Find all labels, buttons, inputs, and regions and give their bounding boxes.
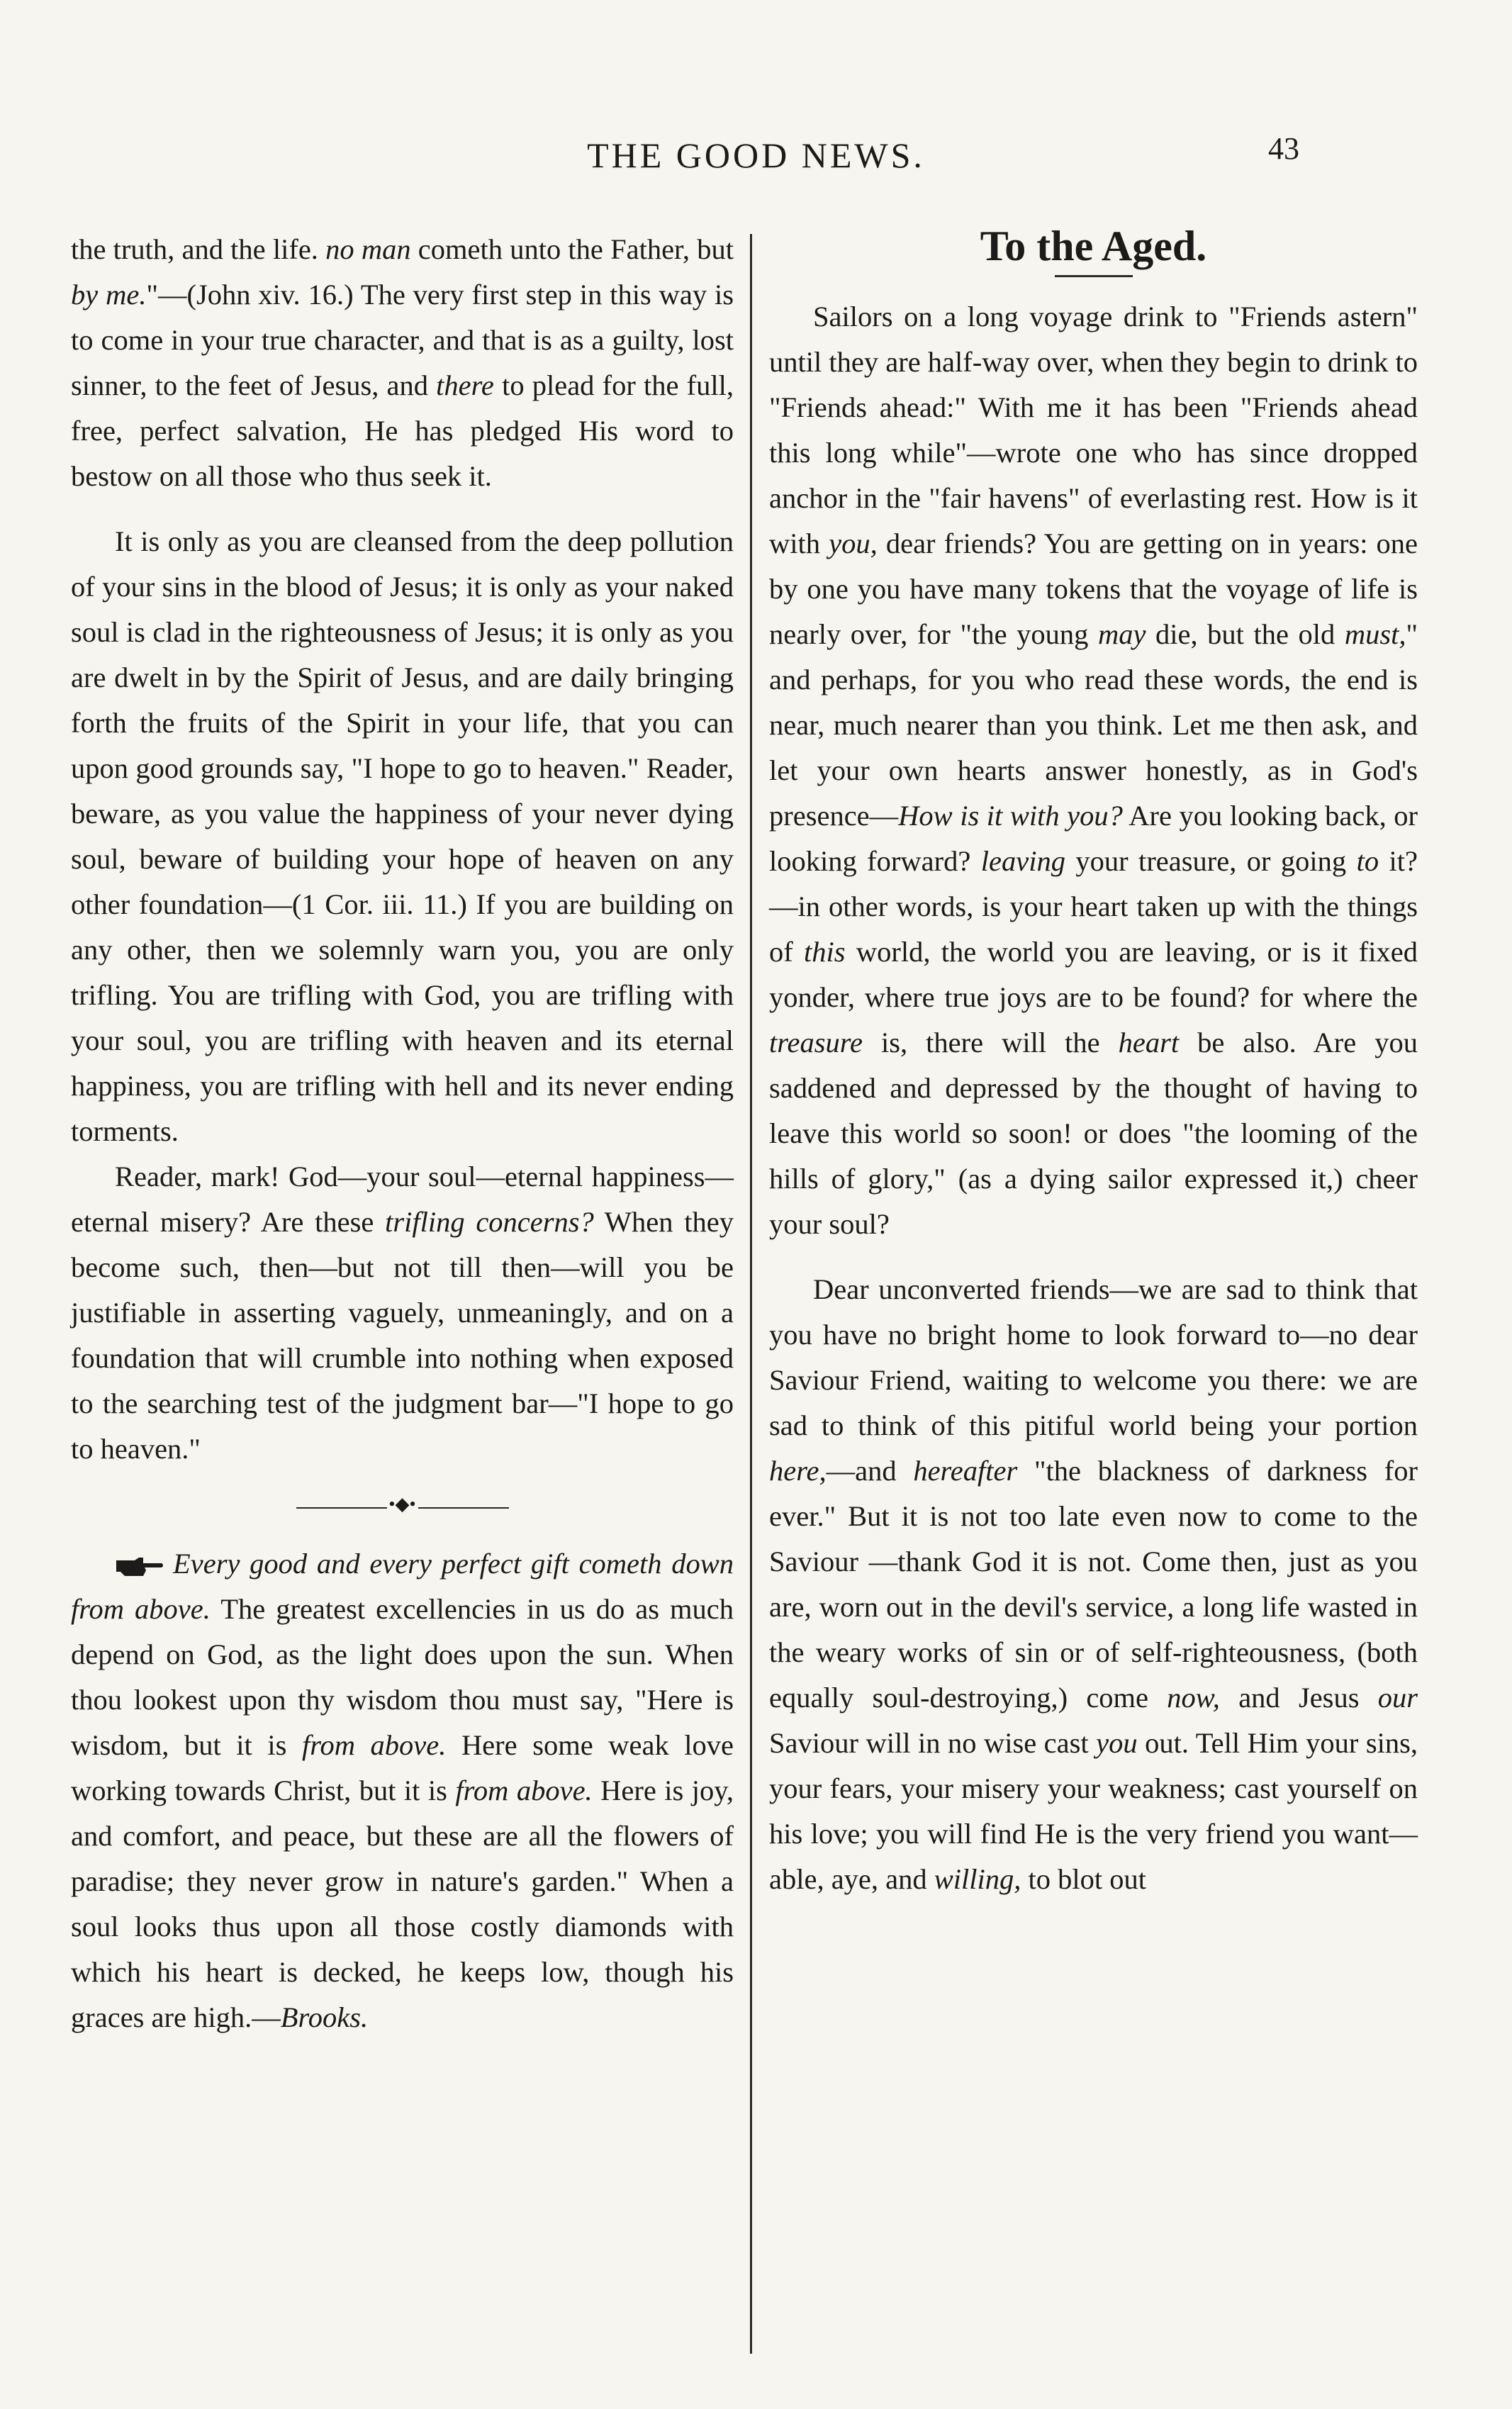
italic-run: Every good and every perfect gift cometh down from above. — [71, 1548, 734, 1625]
text-run: Sailors on a long voyage drink to "Friends astern" until they are half-way over, when they begin to drink to "Friends ahead:" With me it has been "Friends ahead this long while"—wrote one who has since dropped anchor in the "fair havens" of everlasting rest. How is it with — [769, 301, 1418, 559]
quotation-paragraph — [71, 1541, 734, 2040]
text-run: cometh unto the Father, but — [418, 233, 734, 265]
left-paragraph-3 — [71, 1154, 734, 1472]
pointing-hand-icon — [115, 1555, 164, 1579]
running-head — [0, 131, 1512, 191]
text-run: Reader, mark! God—your soul—eternal happiness—eternal misery? Are these — [71, 1161, 734, 1238]
italic-run: willing, — [934, 1863, 1021, 1895]
italic-run: this — [804, 936, 846, 968]
italic-run: heart — [1118, 1027, 1180, 1058]
text-run: dear friends? You are getting on in years: one by one you have many tokens that the voyage of life is nearly over, for "the young — [769, 527, 1418, 650]
text-run: Saviour will in no wise cast — [769, 1727, 1089, 1759]
italic-run: no man — [325, 233, 411, 265]
text-run: —and — [826, 1455, 897, 1487]
italic-run: from above. — [301, 1729, 447, 1761]
left-paragraph-2: It is only as you are cleansed from the deep pollution of your sins in the blood of Jesus; it is only as your naked soul is clad in the righteousness of Jesus; it is only as you are dwelt in by the Spirit of Jesus, and are daily bringing forth the fruits of the Spirit in your life, that you can upon good grounds say, "I hope to go to heaven." Reader, beware, as you value the happiness of your never dying soul, beware of building your hope of heaven on any other foundation—(1 Cor. iii. 11.) If you are building on any other, then we solemnly warn you, you are only trifling. You are trifling with God, you are trifling with your soul, you are trifling with heaven and its eternal happiness, you are trifling with hell and its never ending torments. — [71, 525, 734, 1147]
text-run: When they become such, then—but not till then—will you be justifiable in asserting vaguely, unmeaningly, and on a foundation that will crumble into nothing when exposed to the searching test of the judgment bar—"I hope to go to heaven." — [71, 1206, 734, 1465]
journal-title: THE GOOD NEWS. — [587, 135, 925, 175]
text-run: world, the world you are leaving, or is it fixed yonder, where true joys are to be found? for where the — [769, 936, 1418, 1013]
section-heading: To the Aged. — [980, 223, 1207, 269]
text-run: Here is joy, and comfort, and peace, but these are all the flowers of paradise; they never grow in nature's garden." When a soul looks thus upon all those costly diamonds with which his heart is decked, he keeps low, though his graces are high.— — [71, 1774, 734, 2033]
right-paragraph-1 — [769, 294, 1418, 1247]
italic-run: to — [1356, 845, 1379, 877]
ornament-glyph: •◆• — [387, 1490, 418, 1519]
italic-run: trifling concerns? — [385, 1206, 594, 1238]
text-run: "the blackness of darkness for ever." But it is not too late even now to come to the Saviour —thank God it is not. Come then, just as you are, worn out in the devil's service, a long life wasted in the weary works of sin or of self-righteousness, (both equally soul-destroying,) come — [769, 1455, 1418, 1714]
quote-attribution: Brooks. — [280, 2001, 369, 2033]
heading-rule — [1055, 275, 1133, 277]
text-run: Are you looking back, or looking forward? — [769, 800, 1418, 877]
text-run: " and perhaps, for you who read these words, the end is near, much nearer than you think. Let me then ask, and let your own hearts answer honestly, as in God's presence— — [769, 618, 1418, 832]
italic-run: you — [1096, 1727, 1138, 1759]
text-run: and Jesus — [1238, 1682, 1360, 1714]
text-run: Here some weak love working towards Christ, but it is — [71, 1729, 734, 1806]
text-run: be also. Are you saddened and depressed by the thought of having to leave this world so soon! or does "the looming of the hills of glory," (as a dying sailor expressed it,) cheer your soul? — [769, 1027, 1418, 1240]
text-run: out. Tell Him your sins, your fears, your misery your weakness; cast yourself on his love; you will find He is the very friend you want—able, aye, and — [769, 1727, 1418, 1895]
column-divider — [750, 234, 752, 2354]
italic-run: from above. — [455, 1774, 593, 1806]
left-column — [71, 227, 734, 2040]
page-number: 43 — [1268, 131, 1299, 166]
italic-run: leaving — [980, 845, 1065, 877]
italic-run: treasure — [769, 1027, 863, 1058]
text-run: is, there will the — [881, 1027, 1100, 1058]
italic-run: here, — [769, 1455, 827, 1487]
text-run: to blot out — [1028, 1863, 1147, 1895]
text-run: your treasure, or going — [1075, 845, 1347, 877]
italic-run: must, — [1344, 618, 1406, 650]
text-run: Dear unconverted friends—we are sad to think that you have no bright home to look forward to—no dear Saviour Friend, waiting to welcome you there: we are sad to think of this pitiful world being your portion — [769, 1273, 1418, 1441]
italic-run: by me. — [71, 279, 147, 311]
text-run: it?—in other words, is your heart taken up with the things of — [769, 845, 1418, 968]
text-run: die, but the old — [1155, 618, 1335, 650]
text-run: the truth, and the life. — [71, 233, 318, 265]
italic-run: How is it with you? — [898, 800, 1123, 832]
italic-run: hereafter — [913, 1455, 1018, 1487]
italic-run: our — [1377, 1682, 1418, 1714]
italic-run: now, — [1167, 1682, 1220, 1714]
text-run: The greatest excellencies in us do as much depend on God, as the light does upon the sun. When thou lookest upon thy wisdom thou must say, "Here is wisdom, but it is — [71, 1593, 734, 1761]
right-column — [769, 223, 1418, 1902]
italic-run: there — [436, 369, 494, 401]
text-run: to plead for the full, free, perfect salvation, He has pledged His word to bestow on all those who thus seek it. — [71, 369, 734, 492]
right-paragraph-2 — [769, 1267, 1418, 1902]
italic-run: may — [1097, 618, 1146, 650]
left-paragraph-1 — [71, 227, 734, 499]
italic-run: you, — [829, 527, 878, 559]
text-run: "—(John xiv. 16.) The very first step in this way is to come in your true character, and that is as a guilty, lost sinner, to the feet of Jesus, and — [71, 279, 734, 401]
section-ornament — [296, 1494, 509, 1514]
